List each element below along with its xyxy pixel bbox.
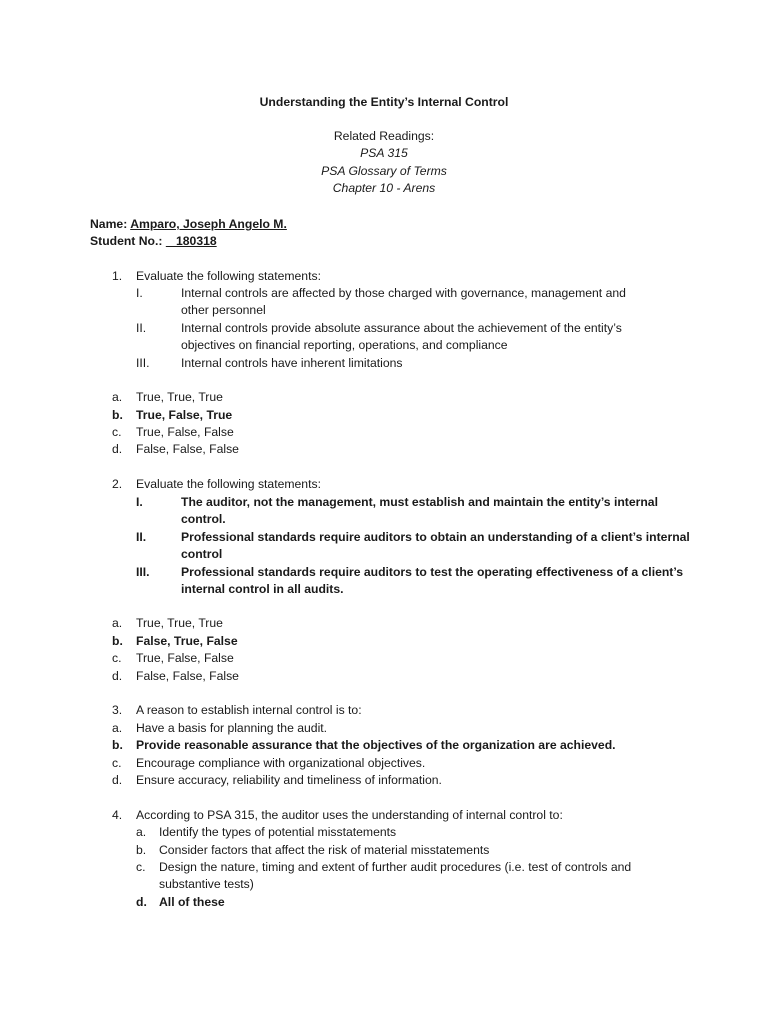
question-stem: A reason to establish internal control is to:	[136, 703, 362, 717]
choice-letter: b.	[112, 738, 123, 752]
choice-text: substantive tests)	[159, 877, 254, 891]
choice-text: True, True, True	[136, 616, 223, 630]
choice-letter: d.	[112, 773, 123, 787]
choice-letter: b.	[136, 843, 147, 857]
choice-text: Have a basis for planning the audit.	[136, 721, 328, 735]
statement-number: III.	[136, 565, 150, 579]
question-number: 1.	[112, 269, 123, 283]
student-no-label: Student No.:	[90, 234, 163, 249]
choice-letter: b.	[112, 634, 123, 648]
choice-letter: b.	[112, 408, 123, 422]
student-no-value: 180318	[165, 234, 217, 249]
statement-text: control	[181, 547, 223, 561]
choice-text-answer: All of these	[159, 895, 225, 909]
question-number: 3.	[112, 703, 123, 717]
choice-letter: a.	[112, 721, 123, 735]
statement-text: Internal controls have inherent limitations	[181, 356, 403, 370]
choice-text: False, False, False	[136, 442, 239, 456]
question-number: 4.	[112, 808, 123, 822]
choice-letter: a.	[112, 616, 123, 630]
name-label: Name:	[90, 217, 128, 231]
choice-text-answer: Provide reasonable assurance that the objectives of the organization are achieved.	[136, 738, 616, 752]
choice-letter: a.	[136, 825, 147, 839]
student-info	[90, 216, 287, 251]
choice-letter: c.	[112, 756, 122, 770]
choice-letter: d.	[136, 895, 147, 909]
statement-number: II.	[136, 321, 147, 335]
question-stem: Evaluate the following statements:	[136, 269, 321, 283]
choice-text-answer: False, True, False	[136, 634, 238, 648]
name-value: Amparo, Joseph Angelo M.	[130, 217, 287, 231]
statement-number: I.	[136, 286, 143, 300]
choice-text: True, False, False	[136, 651, 234, 665]
question-stem: Evaluate the following statements:	[136, 477, 321, 491]
statement-number: II.	[136, 530, 147, 544]
choice-text: Consider factors that affect the risk of material misstatements	[159, 843, 490, 857]
question-number: 2.	[112, 477, 123, 491]
reading-item: PSA Glossary of Terms	[321, 163, 447, 178]
choice-text: Design the nature, timing and extent of further audit procedures (i.e. test of controls and	[159, 860, 632, 874]
choice-letter: c.	[112, 651, 122, 665]
statement-text: Professional standards require auditors to obtain an understanding of a client’s internal	[181, 530, 690, 544]
readings-heading: Related Readings:	[333, 129, 435, 143]
statement-text: The auditor, not the management, must establish and maintain the entity’s internal	[181, 495, 658, 509]
choice-letter: d.	[112, 442, 123, 456]
choice-letter: c.	[136, 860, 146, 874]
statement-text: Professional standards require auditors to test the operating effectiveness of a client’s	[181, 565, 684, 579]
choice-text: Encourage compliance with organizational objectives.	[136, 756, 426, 770]
statement-number: III.	[136, 356, 150, 370]
related-readings	[0, 128, 768, 198]
choice-letter: c.	[112, 425, 122, 439]
choice-text: Ensure accuracy, reliability and timeliness of information.	[136, 773, 442, 787]
statement-text: control.	[181, 512, 226, 526]
reading-item: PSA 315	[360, 146, 408, 161]
choice-text: True, True, True	[136, 390, 223, 404]
statement-number: I.	[136, 495, 143, 509]
document-title: Understanding the Entity’s Internal Control	[259, 95, 509, 109]
reading-item: Chapter 10 - Arens	[332, 181, 436, 196]
choice-letter: d.	[112, 669, 123, 683]
statement-text: Internal controls are affected by those charged with governance, management and	[181, 286, 626, 300]
statement-text: objectives on financial reporting, operations, and compliance	[181, 338, 508, 352]
choice-letter: a.	[112, 390, 123, 404]
statement-text: other personnel	[181, 303, 266, 317]
question-stem: According to PSA 315, the auditor uses the understanding of internal control to:	[136, 808, 563, 822]
choice-text: Identify the types of potential misstatements	[159, 825, 397, 839]
choice-text: True, False, False	[136, 425, 234, 439]
statement-text: internal control in all audits.	[181, 582, 344, 596]
name-row	[90, 216, 287, 233]
student-no-row	[90, 233, 287, 250]
choice-text: False, False, False	[136, 669, 239, 683]
choice-text-answer: True, False, True	[136, 408, 233, 422]
statement-text: Internal controls provide absolute assurance about the achievement of the entity’s	[181, 321, 622, 335]
